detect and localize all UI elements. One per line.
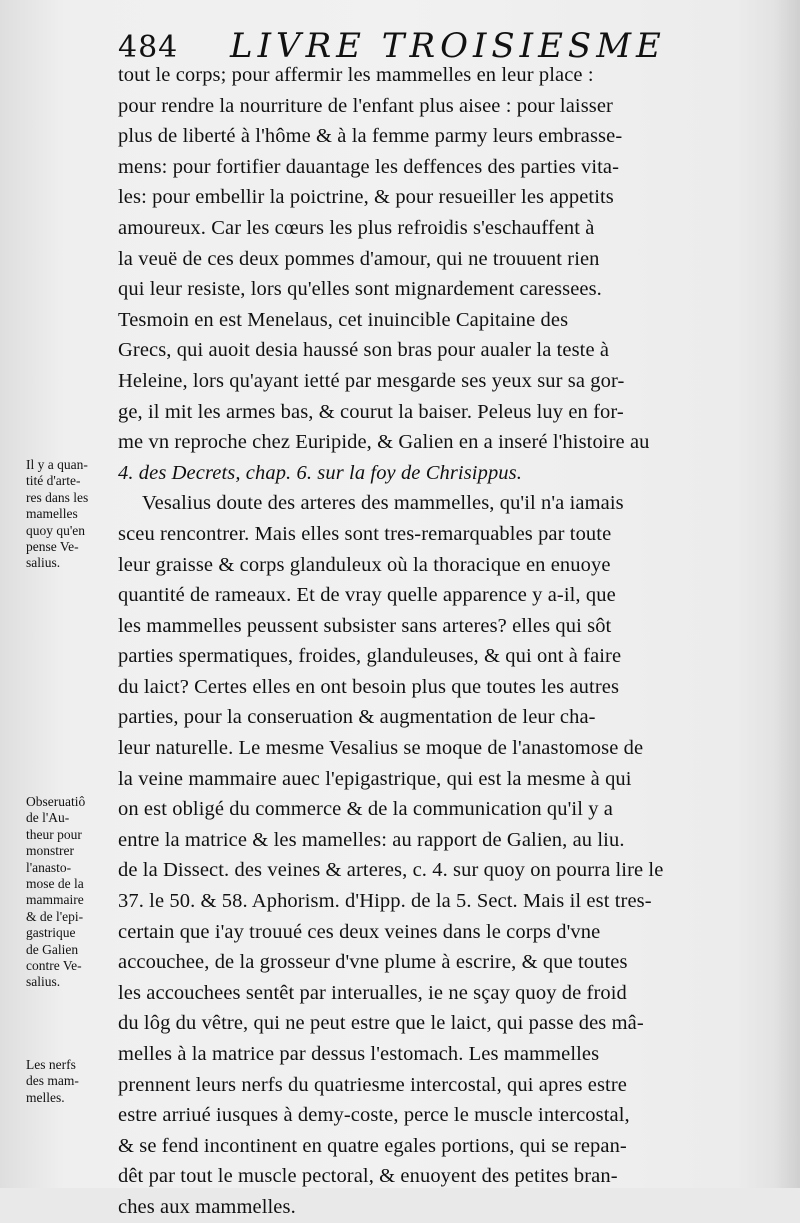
margin-note-line: de Galien xyxy=(26,941,79,957)
text-line: certain que i'ay trouué ces deux veines dans le corps d'vne xyxy=(118,920,601,943)
text-line: 37. le 50. & 58. Aphorism. d'Hipp. de la 5. Sect. Mais il est tres- xyxy=(118,890,652,913)
text-line: amoureux. Car les cœurs les plus refroidis s'eschauffent à xyxy=(118,216,595,239)
margin-note-observation xyxy=(26,794,126,991)
margin-note-line: gastrique xyxy=(26,925,76,941)
text-line: estre arriué iusques à demy-coste, perce le muscle intercostal, xyxy=(118,1104,630,1127)
text-line: Tesmoin en est Menelaus, cet inuincible Capitaine des xyxy=(118,308,569,331)
margin-note-line: contre Ve- xyxy=(26,958,82,974)
margin-note-line: tité d'arte- xyxy=(26,473,81,489)
margin-note-nerves xyxy=(26,1057,126,1106)
text-line: les accouchees sentêt par interualles, ie ne sçay quoy de froid xyxy=(118,981,627,1004)
text-line: du lôg du vêtre, qui ne peut estre que le laict, qui passe des mâ- xyxy=(118,1012,644,1035)
margin-note-line: salius. xyxy=(26,974,61,990)
text-line: Vesalius doute des arteres des mammelles, qu'il n'a iamais xyxy=(142,492,624,515)
text-line: accouchee, de la grosseur d'vne plume à escrire, & que toutes xyxy=(118,951,628,974)
margin-note-line: & de l'epi- xyxy=(26,908,84,924)
text-line: la veuë de ces deux pommes d'amour, qui ne trouuent rien xyxy=(118,247,600,270)
text-line: parties spermatiques, froides, glanduleuses, & qui ont à faire xyxy=(118,645,622,668)
text-line: sceu rencontrer. Mais elles sont tres-remarquables par toute xyxy=(118,522,612,545)
margin-note-line: l'anasto- xyxy=(26,859,72,875)
page-edge-shadow xyxy=(774,0,800,1188)
margin-note-line: monstrer xyxy=(26,843,74,859)
text-line: tout le corps; pour affermir les mammelles en leur place : xyxy=(118,64,594,86)
margin-note-arteries xyxy=(26,457,126,572)
margin-note-line: salius. xyxy=(26,555,61,571)
text-line: me vn reproche chez Euripide, & Galien en a inseré l'histoire au xyxy=(118,431,650,454)
text-line: ge, il mit les armes bas, & courut la baiser. Peleus luy en for- xyxy=(118,400,624,423)
text-line: leur graisse & corps glanduleux où la thoracique en enuoye xyxy=(118,553,611,576)
margin-note-line: mammaire xyxy=(26,892,84,908)
text-line: la veine mammaire auec l'epigastrique, qui est la mesme à qui xyxy=(118,767,632,790)
text-line: mens: pour fortifier dauantage les deffences des parties vita- xyxy=(118,155,620,178)
text-line: leur naturelle. Le mesme Vesalius se moque de l'anastomose de xyxy=(118,737,644,760)
text-line: & se fend incontinent en quatre egales portions, qui se repan- xyxy=(118,1134,627,1157)
main-text-block xyxy=(118,60,770,1223)
text-line: dêt par tout le muscle pectoral, & enuoyent des petites bran- xyxy=(118,1165,618,1188)
text-line: ches aux mammelles. xyxy=(118,1195,296,1218)
text-line: quantité de rameaux. Et de vray quelle apparence y a-il, que xyxy=(118,584,616,607)
text-line: on est obligé du commerce & de la communication qu'il y a xyxy=(118,798,613,821)
page-number: 484 xyxy=(118,30,179,65)
text-line: Grecs, qui auoit desia haussé son bras pour aualer la teste à xyxy=(118,339,610,362)
text-line: entre la matrice & les mamelles: au rapport de Galien, au liu. xyxy=(118,828,625,851)
margin-note-line: des mam- xyxy=(26,1073,79,1089)
text-line: prennent leurs nerfs du quatriesme intercostal, qui apres estre xyxy=(118,1073,627,1096)
margin-note-line: mamelles xyxy=(26,506,78,522)
margin-note-line: pense Ve- xyxy=(26,539,79,555)
text-line: parties, pour la conseruation & augmentation de leur cha- xyxy=(118,706,596,729)
text-line: du laict? Certes elles en ont besoin plus que toutes les autres xyxy=(118,675,620,698)
text-line: plus de liberté à l'hôme & à la femme parmy leurs embrasse- xyxy=(118,125,623,148)
margin-note-line: theur pour xyxy=(26,826,82,842)
margin-note-line: quoy qu'en xyxy=(26,522,86,538)
text-line: melles à la matrice par dessus l'estomach. Les mammelles xyxy=(118,1043,600,1065)
text-line: 4. des Decrets, chap. 6. sur la foy de Chrisippus. xyxy=(118,461,522,484)
margin-note-line: de l'Au- xyxy=(26,810,70,826)
margin-note-line: Il y a quan- xyxy=(26,457,88,472)
margin-note-line: mose de la xyxy=(26,876,84,892)
margin-note-line: res dans les xyxy=(26,489,89,505)
margin-note-line: melles. xyxy=(26,1089,65,1105)
text-line: les mammelles peussent subsister sans arteres? elles qui sôt xyxy=(118,614,612,637)
margin-note-line: Obseruatiô xyxy=(26,794,86,809)
text-line: pour rendre la nourriture de l'enfant plus aisee : pour laisser xyxy=(118,94,613,117)
text-line: qui leur resiste, lors qu'elles sont mignardement caressees. xyxy=(118,278,602,301)
margin-note-line: Les nerfs xyxy=(26,1057,76,1072)
text-line: les: pour embellir la poictrine, & pour resueiller les appetits xyxy=(118,186,614,209)
text-line: Heleine, lors qu'ayant ietté par mesgarde ses yeux sur sa gor- xyxy=(118,369,625,392)
text-line: de la Dissect. des veines & arteres, c. 4. sur quoy on pourra lire le xyxy=(118,859,664,882)
running-title: LIVRE TROISIESME xyxy=(230,26,666,66)
